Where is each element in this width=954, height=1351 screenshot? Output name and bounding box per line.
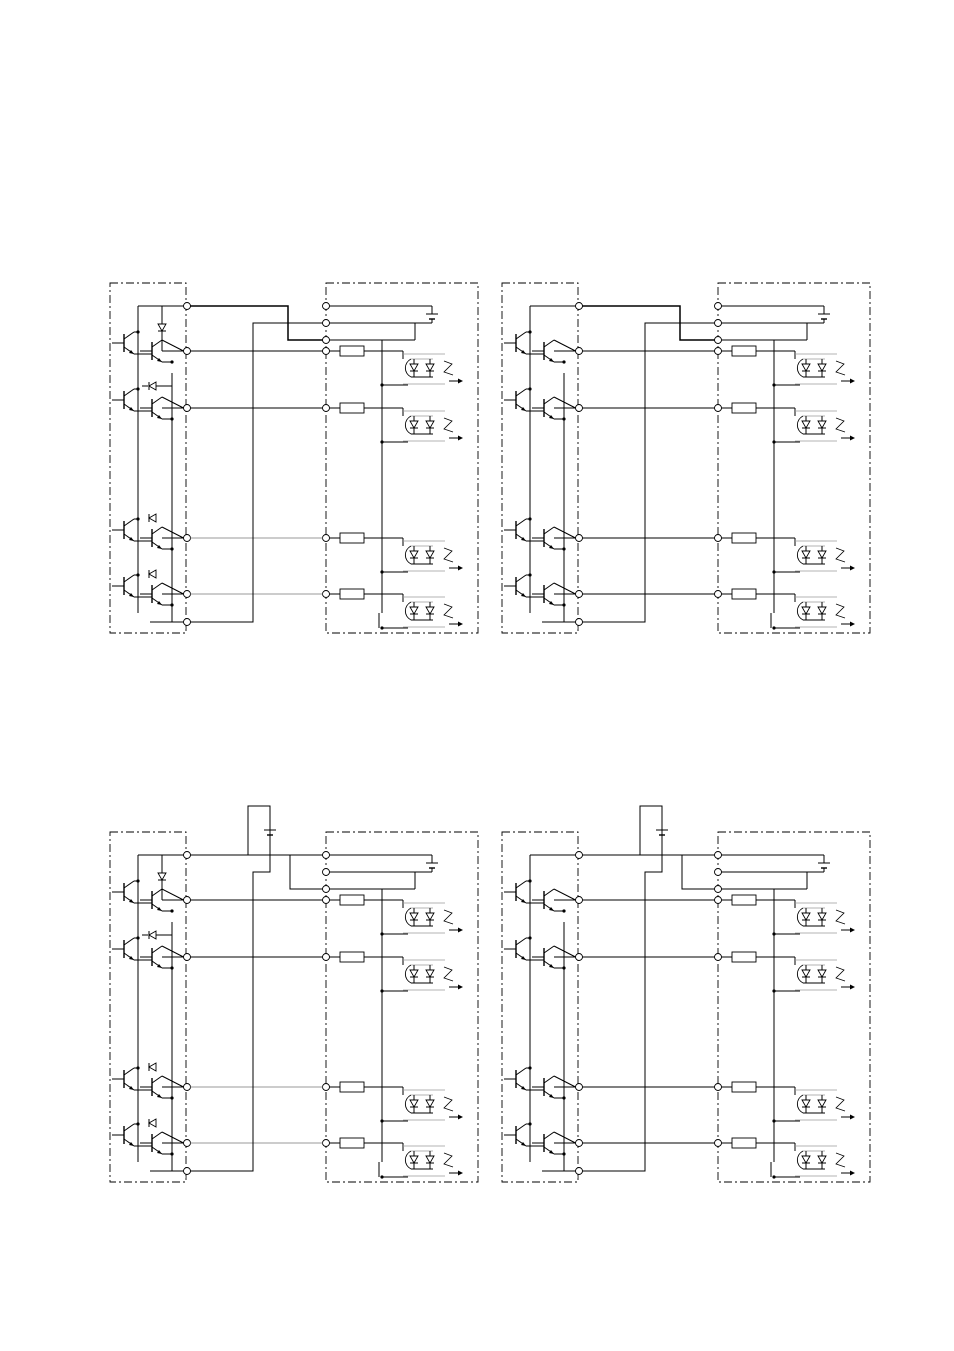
diode [149,514,156,522]
terminal [323,348,330,355]
transistor [532,946,554,968]
resistor [732,403,756,413]
diode [802,364,810,371]
terminal [184,348,191,355]
terminal [184,1168,191,1175]
diode [158,873,166,880]
transistor [112,938,134,960]
terminal [715,1084,722,1091]
diode [426,364,434,371]
junction-dot [562,966,565,969]
resistor [340,1082,364,1092]
terminal [576,405,583,412]
transistor [112,519,134,541]
optocoupler [795,903,855,933]
terminal [323,954,330,961]
terminal [323,405,330,412]
optocoupler [403,903,463,933]
terminal [576,1140,583,1147]
resistor [732,952,756,962]
transistor [532,583,554,605]
diode [158,324,166,331]
junction-dot [136,1122,139,1125]
terminal [323,1084,330,1091]
optocoupler [403,960,463,990]
diode [149,931,156,939]
diode [426,1156,434,1163]
resistor [340,346,364,356]
junction-dot [528,936,531,939]
junction-dot [528,517,531,520]
transistor [504,938,526,960]
terminal [576,348,583,355]
terminal [576,591,583,598]
terminal [184,954,191,961]
transistor [112,332,134,354]
junction-dot [528,879,531,882]
resistor [732,1138,756,1148]
battery [426,314,438,319]
terminal [184,591,191,598]
optocoupler [795,411,855,441]
diode [802,421,810,428]
terminal [323,869,330,876]
resistor [732,346,756,356]
junction-dot [528,1122,531,1125]
diode [426,913,434,920]
junction-dot [136,517,139,520]
junction-dot [136,573,139,576]
resistor [340,533,364,543]
junction-dot [170,417,173,420]
optocoupler [403,354,463,384]
junction-dot [170,1152,173,1155]
terminal [323,337,330,344]
terminal [715,535,722,542]
resistor [340,895,364,905]
transistor [140,397,162,419]
terminal [184,1140,191,1147]
terminal [184,535,191,542]
terminal [323,591,330,598]
transistor [140,946,162,968]
junction-dot [562,909,565,912]
resistor [340,403,364,413]
junction-dot [562,360,565,363]
terminal [323,303,330,310]
resistor [340,952,364,962]
diode [818,913,826,920]
terminal [323,852,330,859]
optocoupler [403,597,463,627]
device-box [110,832,186,1182]
terminal [184,1084,191,1091]
transistor [140,583,162,605]
io-module-box [326,832,478,1182]
diode [818,364,826,371]
terminal [323,535,330,542]
diode [818,1100,826,1107]
junction-dot [136,1066,139,1069]
terminal [715,886,722,893]
diode [410,551,418,558]
diode [149,1063,156,1071]
junction-dot [170,547,173,550]
junction-dot [170,909,173,912]
junction-dot [528,1066,531,1069]
transistor [504,389,526,411]
terminal [323,897,330,904]
diode [149,382,156,390]
diode [818,551,826,558]
battery [426,863,438,868]
terminal [715,954,722,961]
junction-dot [170,966,173,969]
terminal [576,1084,583,1091]
terminal [323,1140,330,1147]
transistor [532,889,554,911]
terminal [184,897,191,904]
junction-dot [136,387,139,390]
terminal [184,303,191,310]
optocoupler [403,1146,463,1176]
junction-dot [562,547,565,550]
terminal [715,348,722,355]
transistor [532,527,554,549]
terminal [576,619,583,626]
transistor [140,1132,162,1154]
diode [410,970,418,977]
terminal [576,1168,583,1175]
diode [426,970,434,977]
diode [410,1156,418,1163]
diode [802,1100,810,1107]
junction-dot [562,1152,565,1155]
resistor [340,1138,364,1148]
optocoupler [795,1146,855,1176]
io-module-box [326,283,478,633]
io-module-box [718,832,870,1182]
diode [410,913,418,920]
diode [802,970,810,977]
optocoupler [795,354,855,384]
transistor [112,389,134,411]
terminal [715,303,722,310]
device-box [110,283,186,633]
junction-dot [136,879,139,882]
terminal [715,869,722,876]
optocoupler [795,597,855,627]
terminal [715,1140,722,1147]
battery [818,314,830,319]
io-module-box [718,283,870,633]
terminal [715,320,722,327]
junction-dot [136,936,139,939]
junction-dot [170,603,173,606]
transistor [112,1068,134,1090]
terminal [576,535,583,542]
optocoupler [403,541,463,571]
resistor [340,589,364,599]
transistor [140,527,162,549]
diode [818,607,826,614]
terminal [715,897,722,904]
terminal [576,303,583,310]
diode [410,607,418,614]
resistor [732,533,756,543]
diode [818,970,826,977]
terminal [715,405,722,412]
optocoupler [795,960,855,990]
junction-dot [528,387,531,390]
resistor [732,895,756,905]
transistor [112,1124,134,1146]
diagram-lower-left [110,806,478,1182]
optocoupler [403,411,463,441]
diode [426,607,434,614]
diode [410,421,418,428]
diode [149,1119,156,1127]
optocoupler [403,1090,463,1120]
transistor [504,575,526,597]
diode [802,1156,810,1163]
transistor [140,1076,162,1098]
diode [818,1156,826,1163]
transistor [140,889,162,911]
junction-dot [562,603,565,606]
terminal [576,954,583,961]
transistor [504,1068,526,1090]
optocoupler [795,541,855,571]
diode [426,551,434,558]
transistor [112,881,134,903]
terminal [184,405,191,412]
junction-dot [170,1096,173,1099]
diagram-lower-right [502,806,870,1182]
diode [410,1100,418,1107]
terminal [323,886,330,893]
terminal [323,320,330,327]
transistor [504,881,526,903]
junction-dot [528,573,531,576]
transistor [532,1132,554,1154]
transistor [532,397,554,419]
junction-dot [562,417,565,420]
transistor [532,1076,554,1098]
terminal [576,897,583,904]
diagram-upper-left [110,283,478,633]
diagram-upper-right [502,283,870,633]
diode [410,364,418,371]
diode [426,1100,434,1107]
resistor [732,589,756,599]
terminal [576,852,583,859]
diode [802,551,810,558]
transistor [112,575,134,597]
junction-dot [562,1096,565,1099]
transistor [504,332,526,354]
device-box [502,832,578,1182]
transistor [504,1124,526,1146]
diode [149,570,156,578]
transistor [140,340,162,362]
junction-dot [170,360,173,363]
terminal [715,852,722,859]
battery [818,863,830,868]
resistor [732,1082,756,1092]
transistor [532,340,554,362]
diode [426,421,434,428]
diode [802,913,810,920]
terminal [184,852,191,859]
terminal [715,591,722,598]
terminal [184,619,191,626]
optocoupler [795,1090,855,1120]
junction-dot [136,330,139,333]
diode [802,607,810,614]
terminal [715,337,722,344]
junction-dot [528,330,531,333]
transistor [504,519,526,541]
diode [818,421,826,428]
device-box [502,283,578,633]
